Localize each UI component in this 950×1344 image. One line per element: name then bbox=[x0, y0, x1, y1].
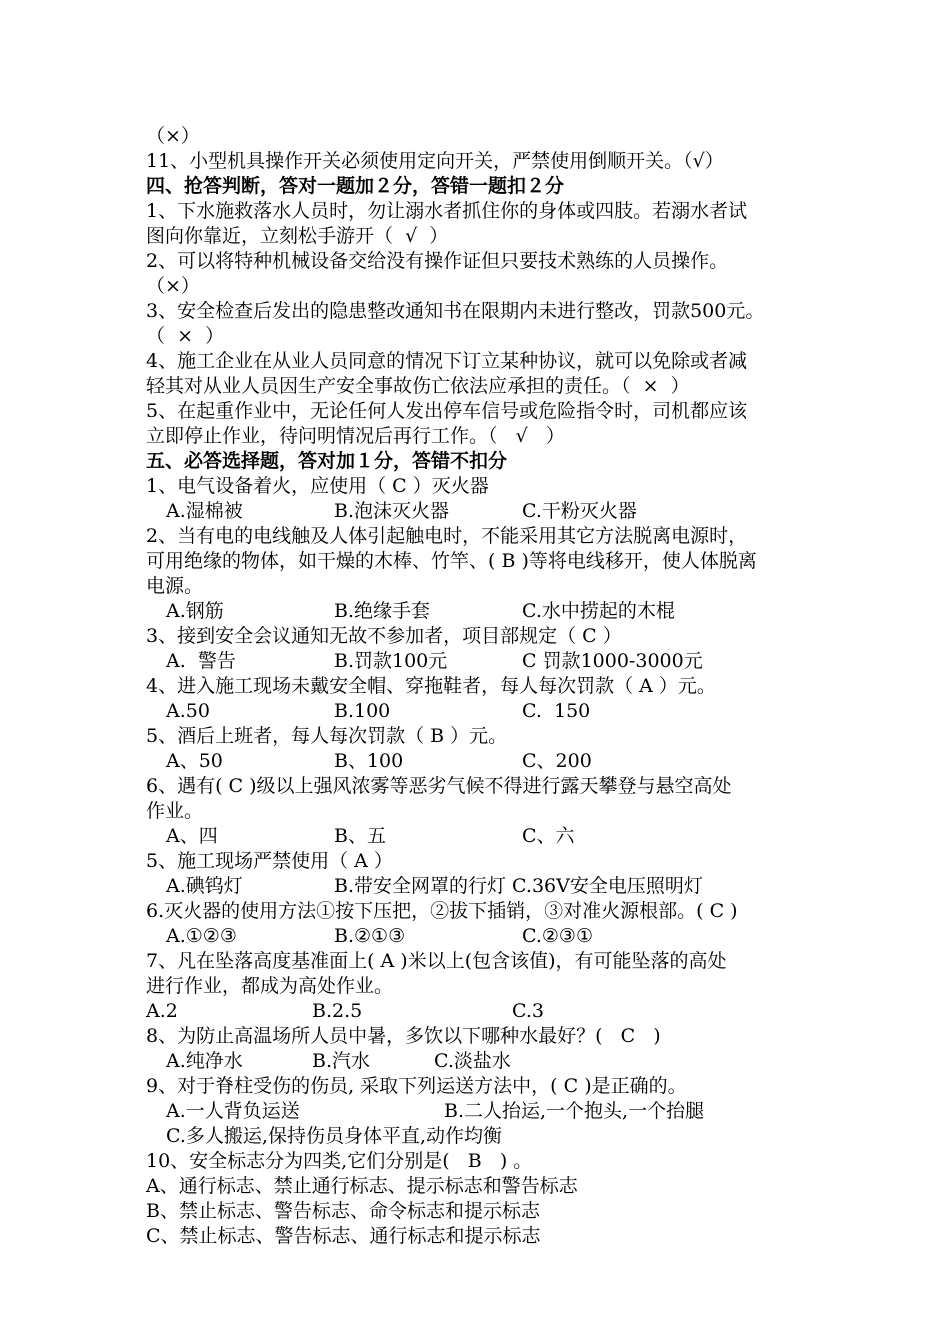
text-line: A.一人背负运送 bbox=[166, 1100, 300, 1122]
text-line: B.泡沫灭火器 bbox=[334, 500, 450, 522]
text-line: 进行作业，都成为高处作业。 bbox=[146, 975, 394, 997]
text-line: 1、电气设备着火，应使用（ C ）灭火器 bbox=[146, 475, 489, 497]
text-line: 5、施工现场严禁使用（ A ） bbox=[146, 850, 393, 872]
text-line: 图向你靠近，立刻松手游开（ √ ） bbox=[146, 225, 449, 247]
text-line: 6.灭火器的使用方法①按下压把，②拔下插销，③对准火源根部。( C ) bbox=[146, 900, 738, 922]
text-line: B、禁止标志、警告标志、命令标志和提示标志 bbox=[146, 1200, 540, 1222]
text-line: A、四 bbox=[166, 825, 218, 847]
text-line: 2、可以将特种机械设备交给没有操作证但只要技术熟练的人员操作。 bbox=[146, 250, 729, 272]
text-line: 3、安全检查后发出的隐患整改通知书在限期内未进行整改，罚款500元。 bbox=[146, 300, 765, 322]
text-line: C.干粉灭火器 bbox=[522, 500, 637, 522]
text-line: A、通行标志、禁止通行标志、提示标志和警告标志 bbox=[146, 1175, 578, 1197]
text-line: B、100 bbox=[334, 750, 404, 772]
text-line: C、200 bbox=[522, 750, 592, 772]
text-line: 作业。 bbox=[146, 800, 204, 822]
text-line: C 罚款1000-3000元 bbox=[522, 650, 703, 672]
text-line: 10、安全标志分为四类,它们分别是( B ) 。 bbox=[146, 1150, 533, 1172]
text-line: （×） bbox=[146, 125, 200, 147]
text-line: B.绝缘手套 bbox=[334, 600, 431, 622]
text-line: 立即停止作业，待问明情况后再行工作。（ √ ） bbox=[146, 425, 565, 447]
text-line: C.多人搬运,保持伤员身体平直,动作均衡 bbox=[166, 1125, 502, 1147]
text-line: 1、下水施救落水人员时，勿让溺水者抓住你的身体或四肢。若溺水者试 bbox=[146, 200, 748, 222]
text-line: A.①②③ bbox=[166, 925, 237, 947]
text-line: 3、接到安全会议通知无故不参加者，项目部规定（ C ） bbox=[146, 625, 622, 647]
text-line: B.100 bbox=[334, 700, 391, 722]
text-line: （×） bbox=[146, 275, 200, 297]
text-line: 9、对于脊柱受伤的伤员, 采取下列运送方法中，( C )是正确的。 bbox=[146, 1075, 687, 1097]
text-line: 6、遇有( C )级以上强风浓雾等恶劣气候不得进行露天攀登与悬空高处 bbox=[146, 775, 732, 797]
text-line: C. 150 bbox=[522, 700, 591, 722]
text-line: A、50 bbox=[166, 750, 223, 772]
text-line: B.汽水 bbox=[312, 1050, 371, 1072]
text-line: B.罚款100元 bbox=[334, 650, 448, 672]
text-line: 5、在起重作业中，无论任何人发出停车信号或危险指令时，司机都应该 bbox=[146, 400, 748, 422]
text-line: A.碘钨灯 bbox=[166, 875, 243, 897]
text-line: A.50 bbox=[166, 700, 210, 722]
text-line: 7、凡在坠落高度基准面上( A )米以上(包含该值)，有可能坠落的高处 bbox=[146, 950, 727, 972]
text-line: A.钢筋 bbox=[166, 600, 224, 622]
text-line: C.②③① bbox=[522, 925, 593, 947]
text-line: C、六 bbox=[522, 825, 575, 847]
text-line: B.②①③ bbox=[334, 925, 406, 947]
text-line: C.3 bbox=[512, 1000, 544, 1022]
text-line: 4、施工企业在从业人员同意的情况下订立某种协议，就可以免除或者减 bbox=[146, 350, 748, 372]
text-line: B、五 bbox=[334, 825, 386, 847]
text-line: 电源。 bbox=[146, 575, 204, 597]
section-heading: 四、抢答判断，答对一题加２分，答错一题扣２分 bbox=[146, 175, 565, 197]
text-line: B.2.5 bbox=[312, 1000, 363, 1022]
text-line: B.二人抬运,一个抱头,一个抬腿 bbox=[444, 1100, 705, 1122]
text-line: C、禁止标志、警告标志、通行标志和提示标志 bbox=[146, 1225, 541, 1247]
text-line: A.2 bbox=[146, 1000, 178, 1022]
text-line: A.湿棉被 bbox=[166, 500, 243, 522]
text-line: 4、进入施工现场未戴安全帽、穿拖鞋者，每人每次罚款（ A ）元。 bbox=[146, 675, 716, 697]
text-line: 11、小型机具操作开关必须使用定向开关，严禁使用倒顺开关。（√） bbox=[146, 150, 724, 172]
text-line: 轻其对从业人员因生产安全事故伤亡依法应承担的责任。（ × ） bbox=[146, 375, 690, 397]
text-line: A. 警告 bbox=[166, 650, 236, 672]
text-line: （ × ） bbox=[146, 325, 225, 347]
text-line: 5、酒后上班者，每人每次罚款（ B ）元。 bbox=[146, 725, 508, 747]
text-line: 可用绝缘的物体，如干燥的木棒、竹竿、( B )等将电线移开，使人体脱离 bbox=[146, 550, 757, 572]
section-heading: 五、必答选择题，答对加１分，答错不扣分 bbox=[146, 450, 508, 472]
text-line: C.淡盐水 bbox=[434, 1050, 511, 1072]
text-line: C.水中捞起的木棍 bbox=[522, 600, 675, 622]
text-line: 8、为防止高温场所人员中暑，多饮以下哪种水最好？( C ) bbox=[146, 1025, 661, 1047]
text-line: A.纯净水 bbox=[166, 1050, 243, 1072]
text-line: B.带安全网罩的行灯 C.36V安全电压照明灯 bbox=[334, 875, 703, 897]
text-line: 2、当有电的电线触及人体引起触电时，不能采用其它方法脱离电源时， bbox=[146, 525, 748, 547]
